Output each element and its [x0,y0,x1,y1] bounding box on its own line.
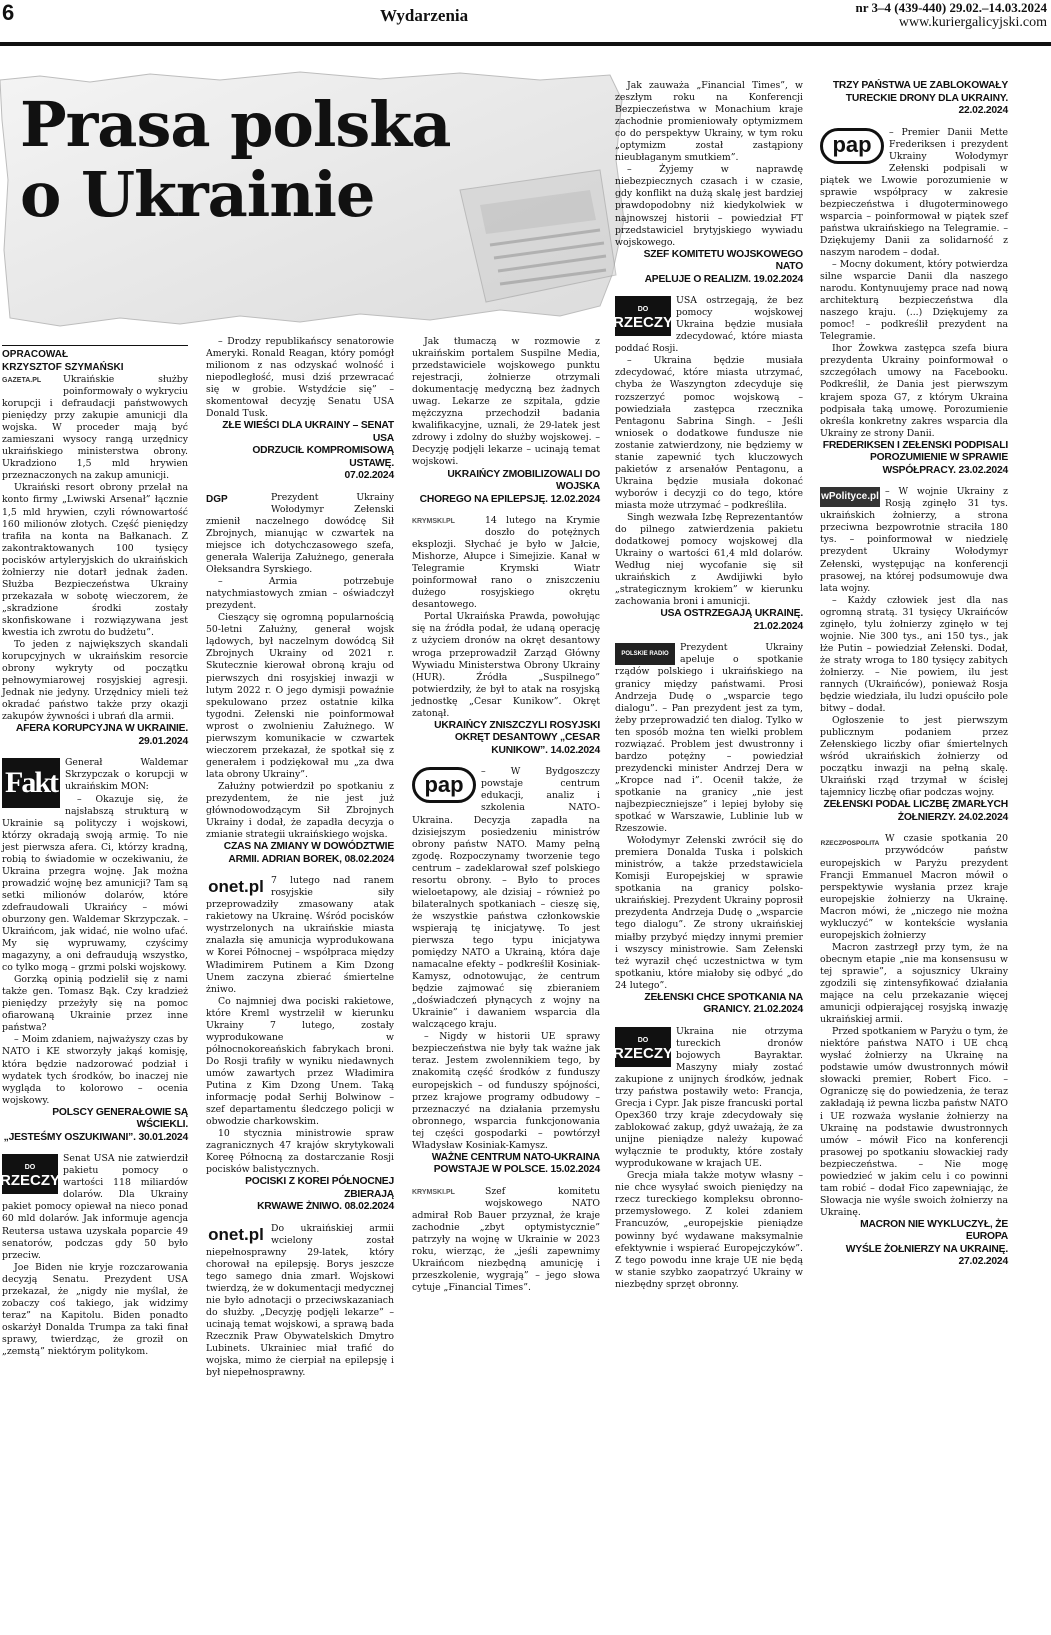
article-senate [2,1153,188,1358]
source-line: 22.02.2024 [958,105,1008,116]
article-macron [820,833,1008,1269]
article-paragraph: Ogłoszenie to jest pierwszym publicznym podaniem przez Zełenskiego liczby ofiar śmiertelnych wśród ukraińskich żołnierzy od początku inwazji na pełną skalę. Ukraiński rząd trzymał w ścisłej tajemnicy liczbę ofiar podczas wojny. [820,715,1008,799]
article-paragraph: Prezydent Ukrainy Wołodymyr Zełenski zmienił naczelnego dowódcę Sił Zbrojnych, mianując w czwartek na miejsce ich dotychczasowego szefa, generała Walerija Załużnego, generała Ołeksandra Syrskiego. [206,491,394,576]
article-nato-realism [412,1186,600,1294]
article-crimea [412,515,600,757]
article-source [615,608,803,633]
author-byline [2,345,188,374]
source-line: FREDERIKSEN I ZEŁENSKI PODPISALI [822,439,1008,451]
article-source [412,1152,600,1177]
website-link[interactable]: www.kuriergalicyjski.com [898,15,1047,30]
article-generals [2,757,188,1144]
source-line: ZEŁENSKI CHCE SPOTKANIA NA [644,991,803,1003]
article-paragraph: – Okazuje się, że najsłabszą strukturą w Ukrainie są polityczy i wojskowi, którzy okradają swoją armię. To nie jest pierwsza afera. Ci, którzy kradną, robią to świadomie w oczekiwaniu, że Ukraina przegra wojnę. Jak można prowadzić wojnę bez amunicji? Tam są setki milionów dolarów, które zdefraudowali Ukraińcy – mówi oburzony gen. Waldemar Skrzypczak. – Ukraińcom, jak widać, nie wolno ufać. My się wypruwamy, czyścimy magazyny, a oni defraudują wszystko, co tylko mogą – grzmi polski wojskowy. [2,793,188,974]
article-paragraph: – Ukraina będzie musiała zdecydować, które miasta utrzymać, chyba że Waszyngton zdecyduje się rozszerzyć pomoc wojskową – powiedziała zastępca rzecznika Pentagonu Sabrina Singh. – Jeśli wniosek o dodatkowe fundusze nie zostanie zatwierdzony, nie będziemy w stanie zapewnić tych kluczowych pakietów z arsenałów Pentagonu, a Ukraina będzie musiała dokonać wyborów i decyzji co do tego, które miasta może utrzymać – podkreśliła. [615,355,803,511]
byline-role: OPRACOWAŁ [2,349,69,360]
article-paragraph: Przed spotkaniem w Paryżu o tym, że niektóre państwa NATO i UE chcą wysłać żołnierzy na Ukrainę na podstawie umów dwustronnych mówił słowacki premier, Robert Fico. – Ograniczę się do powiedzenia, że teraz zakładają iż pewna liczba państw NATO i UE rozważa wysłanie żołnierzy na Ukrainę na podstawie dwustronnych umów – mówił Fico na konferencji prasowej po spotkaniu słowackiej rady bezpieczeństwa. – Nie mogę powiedzieć w jakim celu i co powinni tam robić – dodał Fico zapewniając, że Słowacja nie wyśle swoich żołnierzy na Ukrainę. [820,1026,1008,1218]
article-paragraph: USA ostrzegają, że bez pomocy wojskowej Ukraina będzie musiała zdecydować, które miasta poddać Rosji. [615,295,803,355]
logo-text: RZECZY [613,1044,673,1062]
article-source [615,992,803,1017]
source-line: ODRZUCIŁ KOMPROMISOWĄ USTAWĘ. [252,445,394,469]
article-paragraph: Załużny potwierdził po spotkaniu z prezydentem, że nie jest już głównodowodzącym Sił Zbrojnych Ukrainy i dodał, że zapadła decyzja o zmianie strategii ukraińskiego wojska. [206,780,394,841]
article-paragraph: – W Bydgoszczy powstaje centrum edukacji, analiz i szkolenia NATO-Ukraina. Decyzja zapadła na dzisiejszym posiedzeniu ministrów obrony państw NATO. Mamy pełną zgodę. Rozpoczynamy tworzenie tego centrum – zadeklarował szef polskiego resortu obrony. – Było to proces wieloetapowy, ale dzisiaj – również po bilateralnych spotkaniach – cieszę się, że wszystkie państwa członkowskie wspierają tę inicjatywę. To jest pierwsza tego typu inicjatywa pomiędzy NATO a Ukrainą, która daje namacalne efekty – podkreślił Kosiniak-Kamysz, odnotowując, że centrum będzie zajmować się zbieraniem „doświadczeń płynących z wojny na Ukrainie” i dawaniem wsparcia dla walczącego kraju. [412,766,600,1031]
source-line: TRZY PAŃSTWA UE ZABLOKOWAŁY [832,80,1008,91]
source-line: MACRON NIE WYKLUCZYŁ, ŻE EUROPA [860,1218,1008,1243]
article-source [820,799,1008,824]
source-line: 07.02.2024 [344,470,394,482]
article-paragraph: Do ukraińskiej armii wcielony został niepełnosprawny 29-latek, który chorował na epilepsję. Borys jeszcze tego samego dnia zmarł. Wojskowi twierdzą, że w dokumentacji medycznej nie było adnotacji o przeciwskazaniach do służby. „Decyzję podjęli lekarze” – ucinają temat wojskowi, a sprawą bada Rzecznik Praw Obywatelskich Dmytro Lubinets. Ukrainiec miał trafić do wojska, mimo że cierpiał na epilepsję i był niepełnosprawny. [206,1222,394,1379]
article-paragraph: Co najmniej dwa pociski rakietowe, które Kreml wystrzelił w kierunku Ukrainy 7 lutego, zostały wyprodukowane w północnokoreańskich fabrykach broni. Do Rosji trafiły w wyniku niedawnych umów zawartych przez Władimira Putina z Kim Dzong Unem. Taką informację podał Serhij Bolwinow – szef departamentu śledczego policji w obwodzie charkowskim. [206,995,394,1128]
article-paragraph: Generał Waldemar Skrzypczak o korupcji w ukraińskim MON: [65,757,188,793]
source-line: UKRAIŃCY ZMOBILIZOWALI DO WOJSKA [447,468,600,493]
article-casualties [820,486,1008,824]
source-line: WYŚLE ŻOŁNIERZY NA UKRAINĘ. [845,1243,1008,1255]
article-paragraph: – Drodzy republikańscy senatorowie Ameryki. Ronald Reagan, który pomógł milionom z nas odzyskać wolność i niepodległość, musi dziś przewracać się w grobie. Wstydźcie się” – skomentował decyzję Senatu USA Donald Tusk. [206,336,394,420]
headline-line-1: Prasa polska [20,88,451,161]
dorzeczy-logo [615,1027,671,1067]
article-paragraph: – Żyjemy w naprawdę niebezpiecznych czasach i w czasie, gdy konflikt na dużą skalę jest bardziej prawdopodobny niż kiedykolwiek w najnowszej historii – powiedział FT przedstawiciel brytyjskiego wywiadu wojskowego. [615,164,803,248]
article-paragraph: Joe Biden nie kryje rozczarowania decyzją Senatu. Prezydent USA przekazał, że „nigdy nie myślał, że zobaczy coś takiego, jak widzimy teraz” na Kapitolu. Biden ponadto oskarżył Donalda Trumpa za taki finał sprawy, twierdząc, że groził on „zemstą” niektórym politykom. [2,1261,188,1357]
article-paragraph: – Moim zdaniem, najważyszy czas by NATO i KE stworzyły jakąś komisję, która będzie nadzorować podział i wydatek tych środków, bo inaczej nie wygląda to kolorowo – ocenia wojskowy. [2,1034,188,1106]
page-number: 6 [2,0,15,25]
source-line: AFERA KORUPCYJNA W UKRAINIE. [15,723,188,735]
article-paragraph: 10 stycznia ministrowie spraw zagranicznych 47 krajów skrytykowali Koreę Północną za dostarczanie Rosji pocisków balistycznych. [206,1128,394,1176]
source-line: KUNIKOW”. 14.02.2024 [491,744,600,756]
article-paragraph: Grecja miała także motyw własny – nie chce wysyłać swoich pieniędzy na rzecz tureckiego kompleksu obronno-przemysłowego. Z kolei zdaniem Francuzów, „europejskie pieniądze powinny być wydawane maksymalnie efektywnie i wspierać Europejczyków”. Z tego powodu inne kraje UE nie będą w stanie szybko zaopatrzyć Ukrainy w niezbędny sprzęt obronny. [615,1170,803,1290]
article-paragraph: – Nigdy w historii UE sprawy bezpieczeństwa nie były tak ważne jak teraz. Jestem zwolennikiem tego, by znakomitą część środków z funduszy europejskich – od funduszy spójności, przez krajowe programy odbudowy – przeznaczyć na działania przemysłu obronnego, wsparcia funkcjonowania tej części gospodarki – powtórzył Władysław Kosiniak-Kamysz. [412,1031,600,1151]
article-source [206,841,394,866]
article-paragraph: Macron zastrzegł przy tym, że na obecnym etapie „nie ma konsensusu w tej sprawie”, a sojusznicy Ukrainy zgodzili się zintensyfikować działania mające na celu przekazanie więcej amunicji odpierającej rosyjską inwazję ukraińskiej armii. [820,941,1008,1026]
article-afera [2,374,188,748]
dgp-logo: DGP [206,493,228,505]
article-source [2,1107,188,1145]
source-line: APELUJE O REALIZM. 19.02.2024 [644,273,803,285]
krym-logo: KRYMSKI.PL [412,518,455,525]
logo-text: DO [24,1164,36,1172]
logo-text: DO [637,1036,649,1044]
column-3 [412,336,600,1294]
source-line: ZŁE WIEŚCI DLA UKRAINY – SENAT USA [222,420,394,444]
article-paragraph: Singh wezwała Izbę Reprezentantów do pilnego zatwierdzenia pakietu dodatkowej pomocy wojskowej dla Ukrainy o wartości 61,4 mld dolarów. Według niej wycofanie się sił ukraińskich z Awdijiwki było „strategicznym krokiem” w kierunku zachowania broni i amunicji. [615,512,803,608]
article-source [206,1176,394,1214]
source-line: CHOREGO NA EPILEPSJĘ. 12.02.2024 [419,493,600,505]
article-paragraph: Ukraina nie otrzyma tureckich dronów bojowych Bayraktar. Maszyny miały zostać zakupione z unijnych środków, jednak trzy państwa postawiły weto: Francja, Grecja i Cypr. Jak pisze francuski portal Opex360 trzy kraje zdecydowały się zablokować zakup, gdyż uważają, że za unijne pieniądze należy kupować wyłącznie te produkty, które zostały wyprodukowane w krajach UE. [615,1025,803,1170]
column-1 [2,374,188,1358]
source-line: UKRAIŃCY ZNISZCZYLI ROSYJSKI [434,719,600,731]
polskie-radio-logo: POLSKIE RADIO [615,643,675,665]
article-source [206,420,394,483]
logo-text: RZECZY [613,314,673,332]
source-line: POWSTAJE W POLSCE. 15.02.2024 [433,1164,600,1176]
source-line: POROZUMIENIE W SPRAWIE [869,452,1008,464]
source-line: SZEF KOMITETU WOJSKOWEGO NATO [643,248,803,273]
source-line: GRANICY. 21.02.2024 [703,1004,803,1016]
article-paragraph: Ihor Żowkwa zastępca szefa biura prezydenta Ukrainy poinformował o szczegółach umowy na Facebooku. Podkreślił, że Dania jest pierwszym krajem spoza G7, z którym Ukraina podpisała taką umowę. Porozumienie określa konkretny zakres wsparcia dla Ukrainy ze strony Danii. [820,343,1008,439]
article-paragraph: Cieszący się ogromną popularnością 50-letni Załużny, generał wojsk lądowych, był naczelnym dowódcą Sił Zbrojnych Ukrainy od 2021 r. Skutecznie kierował obroną kraju od pierwszych dni rosyjskiej inwazji w lutym 2022 r. O jego dymisji powaźnie spekulowano przez ostatnie kilka tygodni. Zełenski nie poinformował wprost o zwolnieniu Załużnego. W pierwszym komunikacie w czwartek wieczorem przekazał, że spotkał się z generałem i podziękował mu „za dwa lata obrony Ukrainy”. [206,612,394,780]
article-drones [615,1026,803,1291]
article-source [820,1219,1008,1269]
onet-logo: onet.pl [208,1224,264,1244]
article-paragraph: W czasie spotkania 20 przywódców państw europejskich w Paryżu prezydent Francji Emmanuel Macron mówił o perspektywie wysłania przez kraje europejskie żołnierzy na Ukrainę. Macron mówi, że „niczego nie można wykluczyć” w kontekście wysłania europejskich żołnierzy [820,833,1008,941]
article-source [412,469,600,507]
article-paragraph: – Mocny dokument, który potwierdza silne wsparcie Danii dla naszego narodu. Kontynuujemy prace nad nową architekturą bezpieczeństwa dla naszego kraju. (...) Dziękujemy za pomoc! – podkreślił prezydent na Telegramie. [820,259,1008,343]
main-headline [20,90,450,230]
logo-text: DO [637,306,649,314]
article-paragraph: 7 lutego nad ranem rosyjskie siły przeprowadziły zmasowany atak rakietowy na Ukrainę. Wśród pocisków wystrzelonych na ukraińskie miasta znalazła się amunicja wyprodukowana w Korei Północnej – współpraca między Władimirem Putinem a Kim Dzong Unem zaczyna zbierać śmiertelne żniwo. [206,875,394,995]
article-senate-cont [206,336,394,483]
article-paragraph: Ukraińskie służby poinformowały o wykryciu korupcji i defraudacji państwowych pieniędzy przy zakupie amunicji dla wojska. W proceder mają być zamieszani wysocy rangą urzędnicy ukraińskiego ministerstwa obrony. Ukradziono 1,5 mld hrywien przeznaczonych na zakup amunicji. [2,374,188,482]
source-line: TURECKIE DRONY DLA UKRAINY. [845,92,1008,104]
fakt-logo: Fakt [2,758,60,808]
source-line: WAŻNE CENTRUM NATO-UKRAINA [431,1151,600,1163]
article-paragraph: Gorzką opinią podzielił się z nami także gen. Tomasz Bąk. Czy kradzież pieniędzy przeżyły się na pomoc ofiarowaną Ukrainie przez inne państwa? [2,974,188,1034]
source-line: KRWAWE ŻNIWO. 08.02.2024 [257,1201,394,1213]
onet-logo: onet.pl [208,877,264,897]
article-epilepsy [206,1223,394,1380]
pap-logo: pap [412,767,476,803]
article-paragraph: Wołodymyr Zełenski zwrócił się do premiera Donalda Tuska i polskich ministrów, a także przedstawiciela Komisji Europejskiej w sprawie spotkania na granicy polsko-ukraińskiej. Prezydent Ukrainy poprosił prezydenta Andrzeja Dudę o „wsparcie tego dialogu”. Ze strony ukraińskiej miałby przybyć między innymi premier i wszyscy ministrowie. Sam Zełenski też wyraził chęć uczestnictwa w tym spotkaniu, które miałoby się odbyć „do 24 lutego”. [615,835,803,991]
source-line: CZAS NA ZMIANY W DOWÓDZTWIE [223,841,394,853]
title-banner [0,70,626,332]
source-line: POCISKI Z KOREI PÓŁNOCNEJ ZBIERAJĄ [245,1176,394,1200]
article-source [412,720,600,758]
article-usa-warn [615,295,803,633]
section-title: Wydarzenia [380,6,469,25]
column-2 [206,336,394,1379]
article-paragraph: 14 lutego na Krymie doszło do potężnych eksplozji. Słychać je było w Jałcie, Mishorze, Ałupce i Simejizie. Kanał w Telegramie Krymski Wiatr poinformował rano o zniszczeniu dużego rosyjskiego okrętu desantowego. [412,515,600,611]
article-source [820,440,1008,478]
article-paragraph: To jeden z największych skandali korupcyjnych w ukraińskim resorcie obrony wykryty od początku pełnowymiarowej rosyjskiej agresji. Jednak nie jedyny. Urzędnicy mieli też okradać państwo także przy okazji zakupów żywności i ubrań dla armii. [2,639,188,723]
page-header [0,0,1051,46]
article-border-meeting [615,642,803,1016]
byline-author: KRZYSZTOF SZYMAŃSKI [2,362,124,373]
article-commander [206,492,394,866]
article-paragraph: Ukraiński resort obrony przelał na konto firmy „Lwiwski Arsenał” łącznie 1,5 mld hrywien, czyli równowartość 160 milionów złotych. Część pieniędzy trafiła na konta na Bałkanach. Z zakontraktowanych 100 tysięcy pocisków artyleryjskich do ukraińskich żołnierzy nie dotarł jednak żaden. Służba Bezpieczeństwa Ukrainy przekazała w sobotę wieczorem, że „skradzione środki zostały skonfiskowane i rozwiązywana jest kwestia ich zwrotu do budżetu”. [2,482,188,638]
article-denmark [820,127,1008,478]
headline-line-2: o Ukrainie [20,158,375,231]
rzeczpospolita-logo: RZECZPOSPOLITA [820,840,880,848]
column-4 [615,80,803,1291]
wpolityce-logo: wPolityce.pl [820,487,880,507]
source-line: 27.02.2024 [958,1256,1008,1268]
article-paragraph: Jak zauważa „Financial Times”, w zeszłym roku na Konferencji Bezpieczeństwa w Monachium kraje zachodnie promieniowały optymizmem co do perspektyw Ukrainy, w tym roku „optymizm został zastąpiony nieubłaganym smutkiem”. [615,80,803,164]
source-line: ZEŁENSKI PODAŁ LICZBĘ ZMARŁYCH [823,799,1008,811]
source-line: ŻOŁNIERZY. 24.02.2024 [897,811,1008,823]
pap-logo: pap [820,128,884,164]
article-paragraph: Senat USA nie zatwierdził pakietu pomocy o wartości 118 miliardów dolarów. Dla Ukrainy pakiet pomocy opiewał na nieco ponad 60 mld dolarów. Jak informuje agencja Reutersa ustawa uzyskała poparcie 49 senatorów, podczas gdy 50 było przeciw. [2,1153,188,1261]
source-line: WSPÓŁPRACY. 23.02.2024 [882,464,1008,476]
article-source [615,249,803,287]
source-line: OKRĘT DESANTOWY „CESAR [454,732,600,744]
article-paragraph: – Premier Danii Mette Frederiksen i prezydent Ukrainy Wołodymyr Zełenski podpisali w piątek we Lwowie porozumienie w sprawie współpracy w zakresie bezpieczeństwa i długoterminowego wsparcia – poinformował w piątek szef państwa ukraińskiego na Telegramie. – Dziękujemy Danii za solidarność z naszym narodem – dodał. [820,126,1008,258]
issue-number: nr 3–4 (439-440) 29.02.–14.03.2024 [855,0,1047,15]
article-paragraph: Prezydent Ukrainy apeluje o spotkanie rządów polskiego i ukraińskiego na granicy między państwami. Prosi Andrzeja Dudę o „wsparcie tego dialogu”. – Pan prezydent jest za tym, żeby przeprowadzić ten dialog. Tylko w ten sposób można ten wielki problem rozwiązać. Problem jest dwustronny i bardzo potężny – powiedział prezydencki minister Andrzej Dera w „Kropce nad i”. Ocenił także, że spotkanie na granicy „nie jest najbezpieczniejsze” i lepiej byłoby się spotkać w Warszawie, Lublinie lub w Rzeszowie. [615,642,803,835]
source-line: POLSCY GENERAŁOWIE SĄ WŚCIEKLI. [52,1106,188,1131]
source-line: 29.01.2024 [138,735,188,747]
article-nato-center [412,766,600,1177]
article-paragraph: Portal Ukraińska Prawda, powołując się na źródła podał, że udaną operację z użyciem dronów na okręt desantowy wroga przeprowadził Zarząd Główny Wywiadu Ministerstwa Obrony Ukrainy (HUR). Źródła „Suspilnego” potwierdziły, że był to atak na rosyjską jednostkę „Cesar Kunikow”. Okręt zatonął. [412,611,600,719]
article-paragraph: – Każdy człowiek jest dla nas ogromną stratą. 31 tysięcy Ukraińców zginęło, tylu żołnierzy zginęło w tej wojnie. Nie 300 tys., ani 150 tys., jak łże Putin – powiedział Zełenski. Dodał, że straty wroga to 180 tysięcy zabitych żołnierzy. – Nie powiem, ilu jest rannych (Ukraińców), ponieważ Rosja będzie wiedziała, ilu ludzi opuściło pole bitwy – dodał. [820,594,1008,715]
gazeta-logo: GAZETA.PL [2,376,42,384]
article-paragraph: – W wojnie Ukrainy z Rosją zginęło 31 tys. ukraińskich żołnierzy, a strona przeciwna bezpowrotnie straciła 180 tys. – poinformował w niedzielę prezydent Ukrainy Wołodymyr Zełenski, występując na konferencji prasowej, na której podsumowuje dwa lata wojny. [820,486,1008,594]
dorzeczy-logo [615,296,671,336]
article-epilepsy-cont [412,336,600,506]
dorzeczy-logo [2,1154,58,1194]
article-drones-cont [820,80,1008,118]
article-paragraph: Jak tłumaczą w rozmowie z ukraińskim portalem Suspilne Media, przedstawiciele wojskowego punktu rejestracji, żołnierze otrzymali dokumentację medyczną bez żadnych uwag. Lekarze ze szpitala, gdzie mężczyzna przechodził badania kwalifikacyjne, uznali, że 29-latek jest zdrowy i zdolny do służby wojskowej. – Decyzję podjęli lekarze – ucinają temat wojskowi. [412,336,600,468]
krym-logo: KRYMSKI.PL [412,1188,455,1196]
issue-info [855,0,1047,30]
article-source [820,80,1008,118]
logo-text: RZECZY [0,1172,60,1190]
column-5 [820,80,1008,1278]
article-paragraph: Szef komitetu wojskowego NATO admirał Rob Bauer przyznał, że kraje zachodnie „zbyt optymistycznie” patrzyły na wojnę w Ukrainie w 2023 roku, wierząc, że „jeśli zapewnimy Ukraińcom niezbędną amunicję i przeszkolenie, wygrają” – jego słowa cytuje „Financial Times”. [412,1185,600,1294]
source-line: ARMII. ADRIAN BOREK, 08.02.2024 [228,853,394,865]
article-source [2,723,188,748]
article-nato-realism-cont [615,80,803,286]
article-korea [206,875,394,1214]
source-line: „JESTEŚMY OSZUKIWANI”. 30.01.2024 [3,1131,188,1143]
article-paragraph: – Armia potrzebuje natychmiastowych zmian – oświadczył prezydent. [206,576,394,612]
source-line: USA OSTRZEGAJĄ UKRAINĘ. 21.02.2024 [660,608,803,632]
